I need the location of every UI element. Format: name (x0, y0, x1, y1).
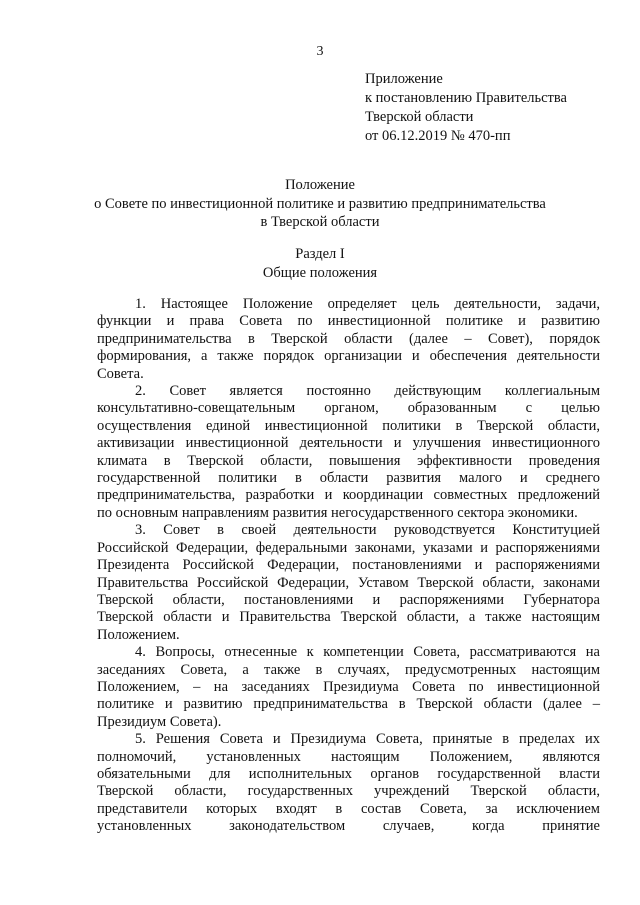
paragraph-line: 3. Совет в своей деятельности руководствуется Конституцией (135, 522, 600, 539)
paragraph-line: Президиум Совета). (97, 713, 222, 730)
paragraph-line: по основным направлениям развития негосударственного сектора экономики. (97, 504, 578, 521)
document-title (0, 176, 640, 232)
paragraph-line: установленных законодательством случаев, когда принятие (97, 818, 600, 835)
paragraph-line: полномочий, установленных настоящим Положением, являются (97, 748, 600, 765)
paragraph (97, 383, 600, 522)
paragraph-line: представители которых входят в состав Совета, за исключением (97, 800, 600, 817)
paragraph-line: Президента Российской Федерации, постановлениями и распоряжениями (97, 557, 600, 574)
appendix-header (365, 70, 567, 146)
paragraph-line: 4. Вопросы, отнесенные к компетенции Совета, рассматриваются на (135, 644, 600, 661)
paragraph-line: климата в Тверской области, повышения эффективности проведения (97, 452, 600, 469)
paragraph-line: активизации инвестиционной деятельности и улучшения инвестиционного (97, 435, 600, 452)
paragraph-line: Правительства Российской Федерации, Уставом Тверской области, законами (97, 574, 600, 591)
section-number: Раздел I (295, 246, 345, 262)
paragraph-line: функции и права Совета по инвестиционной политике и развитию (97, 313, 600, 330)
paragraph-line: политике и развитию предпринимательства в Тверской области (далее – (97, 696, 600, 713)
paragraph-line: обязательными для исполнительных органов государственной власти (97, 765, 600, 782)
appendix-line: от 06.12.2019 № 470-пп (365, 128, 511, 144)
title-line: в Тверской области (260, 214, 380, 230)
title-line: о Совете по инвестиционной политике и развитию предпринимательства (94, 195, 546, 212)
paragraph-line: Положением, – на заседаниях Президиума Совета по инвестиционной (97, 678, 600, 695)
paragraph-line: предпринимательства в Тверской области (далее – Совет), порядок (97, 330, 600, 347)
title-line: Положение (285, 177, 355, 193)
paragraph-line: 1. Настоящее Положение определяет цель деятельности, задачи, (135, 296, 600, 312)
paragraph-line: Российской Федерации, федеральными законами, указами и распоряжениями (97, 539, 600, 556)
section-heading (0, 245, 640, 282)
paragraph-line: Положением. (97, 626, 180, 643)
paragraph-line: 2. Совет является постоянно действующим коллегиальным (135, 383, 600, 400)
paragraph-line: Тверской области и Правительства Тверской области, а также настоящим (97, 609, 600, 626)
paragraph-line: Тверской области, государственных учреждений Тверской области, (97, 783, 600, 800)
paragraph-line: заседаниях Совета, а также в случаях, предусмотренных настоящим (97, 661, 600, 678)
paragraph (97, 731, 600, 835)
paragraph (97, 522, 600, 644)
paragraph-line: государственной политики в области развития малого и среднего (97, 470, 600, 487)
paragraph-line: Тверской области, постановлениями и распоряжениями Губернатора (97, 591, 600, 608)
paragraph-line: предпринимательства, разработки и координации совместных предложений (97, 487, 600, 504)
document-body (97, 296, 600, 836)
paragraph-line: консультативно-совещательным органом, образованным с целью (97, 400, 600, 417)
paragraph-line: 5. Решения Совета и Президиума Совета, принятые в пределах их (135, 731, 600, 748)
page-number: 3 (316, 44, 324, 59)
appendix-line: Тверской области (365, 109, 474, 125)
paragraph (97, 644, 600, 731)
paragraph-line: формирования, а также порядок организации и обеспечения деятельности (97, 348, 600, 365)
section-name: Общие положения (262, 264, 378, 281)
appendix-line: Приложение (365, 71, 443, 87)
paragraph-line: Совета. (97, 365, 144, 382)
appendix-line: к постановлению Правительства (365, 90, 567, 106)
paragraph (97, 296, 600, 383)
paragraph-line: осуществления единой инвестиционной политики в Тверской области, (97, 417, 600, 434)
